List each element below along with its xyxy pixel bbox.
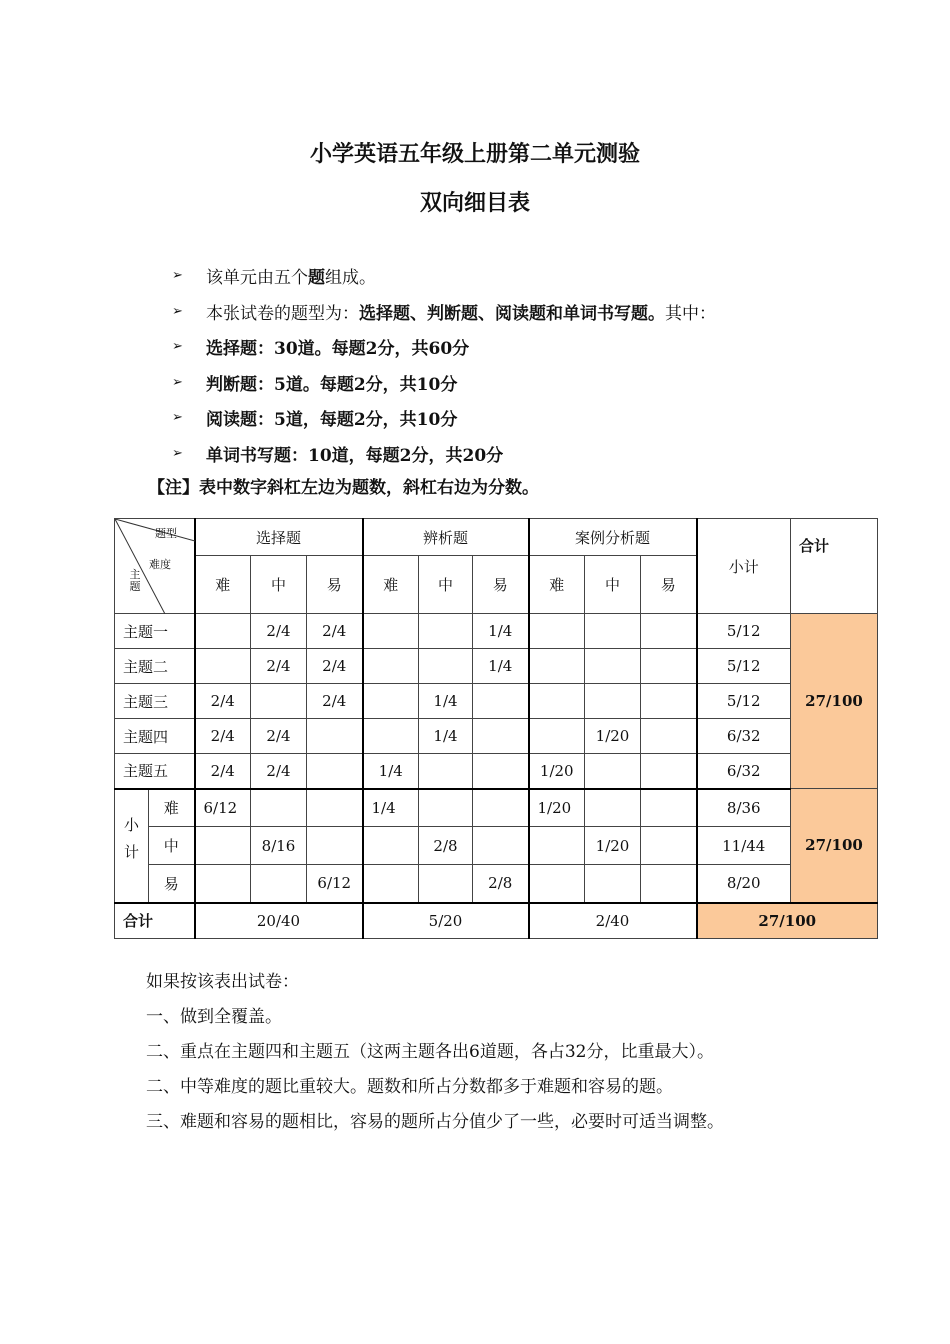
difficulty-header: 易 — [641, 556, 697, 614]
table-cell — [195, 649, 251, 684]
difficulty-header: 中 — [419, 556, 473, 614]
bullet-item — [172, 329, 716, 365]
difficulty-header: 中 — [251, 556, 307, 614]
topic-label: 主题一 — [115, 614, 195, 649]
table-cell: 1/20 — [585, 827, 641, 865]
table-cell — [641, 719, 697, 754]
type-header: 选择题 — [195, 519, 363, 556]
bullet-text: 其中： — [665, 303, 716, 324]
conclusion-line: 如果按该表出试卷： — [146, 972, 299, 992]
table-cell — [529, 614, 585, 649]
table-cell — [195, 614, 251, 649]
bullet-item — [172, 365, 716, 401]
table-cell — [307, 719, 363, 754]
table-cell — [363, 684, 419, 719]
table-cell — [585, 754, 641, 789]
table-row — [115, 754, 878, 789]
arrow-bullet-icon: ➢ — [172, 339, 183, 355]
bullet-text: 组成。 — [325, 268, 376, 289]
table-cell — [307, 754, 363, 789]
arrow-bullet-icon: ➢ — [172, 268, 183, 284]
subtotal-cell: 8/36 — [697, 789, 791, 827]
table-cell — [529, 827, 585, 865]
table-cell — [363, 719, 419, 754]
bullet-text: 该单元由五个 — [206, 268, 308, 289]
table-cell: 1/4 — [473, 614, 529, 649]
table-cell — [473, 754, 529, 789]
grand-total-cell: 27/100 — [697, 903, 878, 939]
table-cell: 2/4 — [195, 754, 251, 789]
table-cell: 2/8 — [473, 865, 529, 903]
table-cell — [307, 789, 363, 827]
table-cell — [529, 649, 585, 684]
table-cell — [251, 865, 307, 903]
table-cell — [641, 614, 697, 649]
table-cell — [419, 789, 473, 827]
table-cell — [641, 649, 697, 684]
topic-label: 主题五 — [115, 754, 195, 789]
arrow-bullet-icon: ➢ — [172, 303, 183, 319]
table-cell — [585, 789, 641, 827]
topic-total-cell: 27/100 — [791, 614, 878, 789]
table-cell: 2/4 — [195, 719, 251, 754]
difficulty-header: 难 — [195, 556, 251, 614]
table-cell: 2/4 — [251, 649, 307, 684]
table-cell: 1/20 — [529, 789, 585, 827]
table-cell — [473, 827, 529, 865]
table-row — [115, 719, 878, 754]
table-cell — [195, 865, 251, 903]
subtotal-cell: 6/32 — [697, 719, 791, 754]
bullet-bold: 选择题：30道。每题2分，共60分 — [206, 339, 470, 360]
table-cell — [641, 684, 697, 719]
conclusion-block — [146, 962, 724, 1137]
table-cell: 1/4 — [363, 789, 419, 827]
table-cell — [363, 649, 419, 684]
type-header: 辨析题 — [363, 519, 529, 556]
difficulty-header: 难 — [529, 556, 585, 614]
table-cell — [195, 827, 251, 865]
table-note: 【注】表中数字斜杠左边为题数，斜杠右边为分数。 — [148, 478, 539, 498]
table-cell: 8/16 — [251, 827, 307, 865]
table-cell — [585, 865, 641, 903]
table-row — [115, 684, 878, 719]
difficulty-header: 易 — [473, 556, 529, 614]
table-cell: 2/8 — [419, 827, 473, 865]
subtotal-header: 小计 — [697, 519, 791, 614]
difficulty-label: 易 — [149, 865, 195, 903]
table-cell: 1/4 — [419, 684, 473, 719]
table-cell: 1/4 — [473, 649, 529, 684]
table-cell — [585, 684, 641, 719]
table-cell — [529, 865, 585, 903]
table-cell: 2/4 — [307, 649, 363, 684]
table-cell: 2/4 — [251, 614, 307, 649]
subtotal-cell: 5/12 — [697, 649, 791, 684]
table-cell — [251, 789, 307, 827]
corner-header — [115, 519, 195, 614]
difficulty-row — [115, 827, 878, 865]
table-cell — [307, 827, 363, 865]
table-cell — [251, 684, 307, 719]
table-cell — [529, 719, 585, 754]
bullet-bold: 选择题、判断题、阅读题和单词书写题。 — [359, 303, 665, 324]
subtotal-cell: 6/32 — [697, 754, 791, 789]
topic-label: 主题四 — [115, 719, 195, 754]
table-cell — [363, 614, 419, 649]
topic-label: 主题二 — [115, 649, 195, 684]
table-cell — [641, 754, 697, 789]
arrow-bullet-icon: ➢ — [172, 374, 183, 390]
topic-label: 主题三 — [115, 684, 195, 719]
bullet-item — [172, 294, 716, 330]
total-value: 5/20 — [363, 903, 529, 939]
conclusion-line: 二、中等难度的题比重较大。题数和所占分数都多于难题和容易的题。 — [146, 1077, 673, 1097]
table-cell — [473, 789, 529, 827]
corner-type-label: 题型 — [155, 527, 177, 540]
table-cell — [419, 865, 473, 903]
table-cell — [473, 684, 529, 719]
difficulty-total-cell: 27/100 — [791, 789, 878, 903]
table-cell: 1/4 — [363, 754, 419, 789]
bullet-bold: 阅读题：5道，每题2分，共10分 — [206, 410, 458, 431]
subtotal-cell: 8/20 — [697, 865, 791, 903]
table-cell — [641, 827, 697, 865]
conclusion-line: 二、重点在主题四和主题五（这两主题各出6道题，各占32分，比重最大）。 — [146, 1042, 714, 1062]
corner-difficulty-label: 难度 — [149, 558, 171, 571]
difficulty-row — [115, 789, 878, 827]
corner-topic-label: 主题 — [129, 568, 141, 593]
table-row — [115, 649, 878, 684]
bullet-text: 本张试卷的题型为： — [206, 303, 359, 324]
table-cell: 1/4 — [419, 719, 473, 754]
table-cell — [419, 754, 473, 789]
table-cell — [363, 865, 419, 903]
table-cell: 2/4 — [251, 754, 307, 789]
arrow-bullet-icon: ➢ — [172, 410, 183, 426]
subtotal-vertical-text: 小计 — [122, 816, 140, 871]
table-cell — [419, 649, 473, 684]
difficulty-header: 中 — [585, 556, 641, 614]
arrow-bullet-icon: ➢ — [172, 445, 183, 461]
difficulty-row — [115, 865, 878, 903]
table-cell: 6/12 — [307, 865, 363, 903]
spec-table — [114, 518, 878, 939]
table-cell — [641, 789, 697, 827]
table-cell: 2/4 — [307, 614, 363, 649]
page-subtitle: 双向细目表 — [419, 191, 530, 216]
subtotal-cell: 5/12 — [697, 684, 791, 719]
bullet-item — [172, 258, 716, 294]
table-cell: 2/4 — [251, 719, 307, 754]
difficulty-header: 难 — [363, 556, 419, 614]
subtotal-cell: 5/12 — [697, 614, 791, 649]
subtotal-cell: 11/44 — [697, 827, 791, 865]
bullet-list — [172, 258, 716, 471]
total-row — [115, 903, 878, 939]
difficulty-label: 中 — [149, 827, 195, 865]
conclusion-line: 三、难题和容易的题相比，容易的题所占分值少了一些，必要时可适当调整。 — [146, 1112, 724, 1132]
bullet-bold: 判断题：5道。每题2分，共10分 — [206, 374, 458, 395]
difficulty-label: 难 — [149, 789, 195, 827]
table-cell — [641, 865, 697, 903]
bullet-item — [172, 400, 716, 436]
total-header: 合计 — [791, 519, 878, 614]
table-cell: 2/4 — [195, 684, 251, 719]
table-cell — [473, 719, 529, 754]
table-cell: 1/20 — [529, 754, 585, 789]
bullet-item — [172, 436, 716, 472]
page-title: 小学英语五年级上册第二单元测验 — [309, 142, 640, 167]
table-cell — [529, 684, 585, 719]
bullet-bold: 单词书写题：10道，每题2分，共20分 — [206, 445, 504, 466]
table-cell: 6/12 — [195, 789, 251, 827]
table-row — [115, 614, 878, 649]
difficulty-header: 易 — [307, 556, 363, 614]
bullet-bold: 题 — [308, 268, 325, 289]
table-cell — [585, 649, 641, 684]
table-cell: 2/4 — [307, 684, 363, 719]
table-cell — [363, 827, 419, 865]
total-value: 2/40 — [529, 903, 697, 939]
type-header: 案例分析题 — [529, 519, 697, 556]
table-cell: 1/20 — [585, 719, 641, 754]
total-value: 20/40 — [195, 903, 363, 939]
conclusion-line: 一、做到全覆盖。 — [146, 1007, 282, 1027]
table-cell — [585, 614, 641, 649]
table-cell — [419, 614, 473, 649]
total-row-label: 合计 — [115, 903, 195, 939]
subtotal-row-label — [115, 789, 149, 903]
